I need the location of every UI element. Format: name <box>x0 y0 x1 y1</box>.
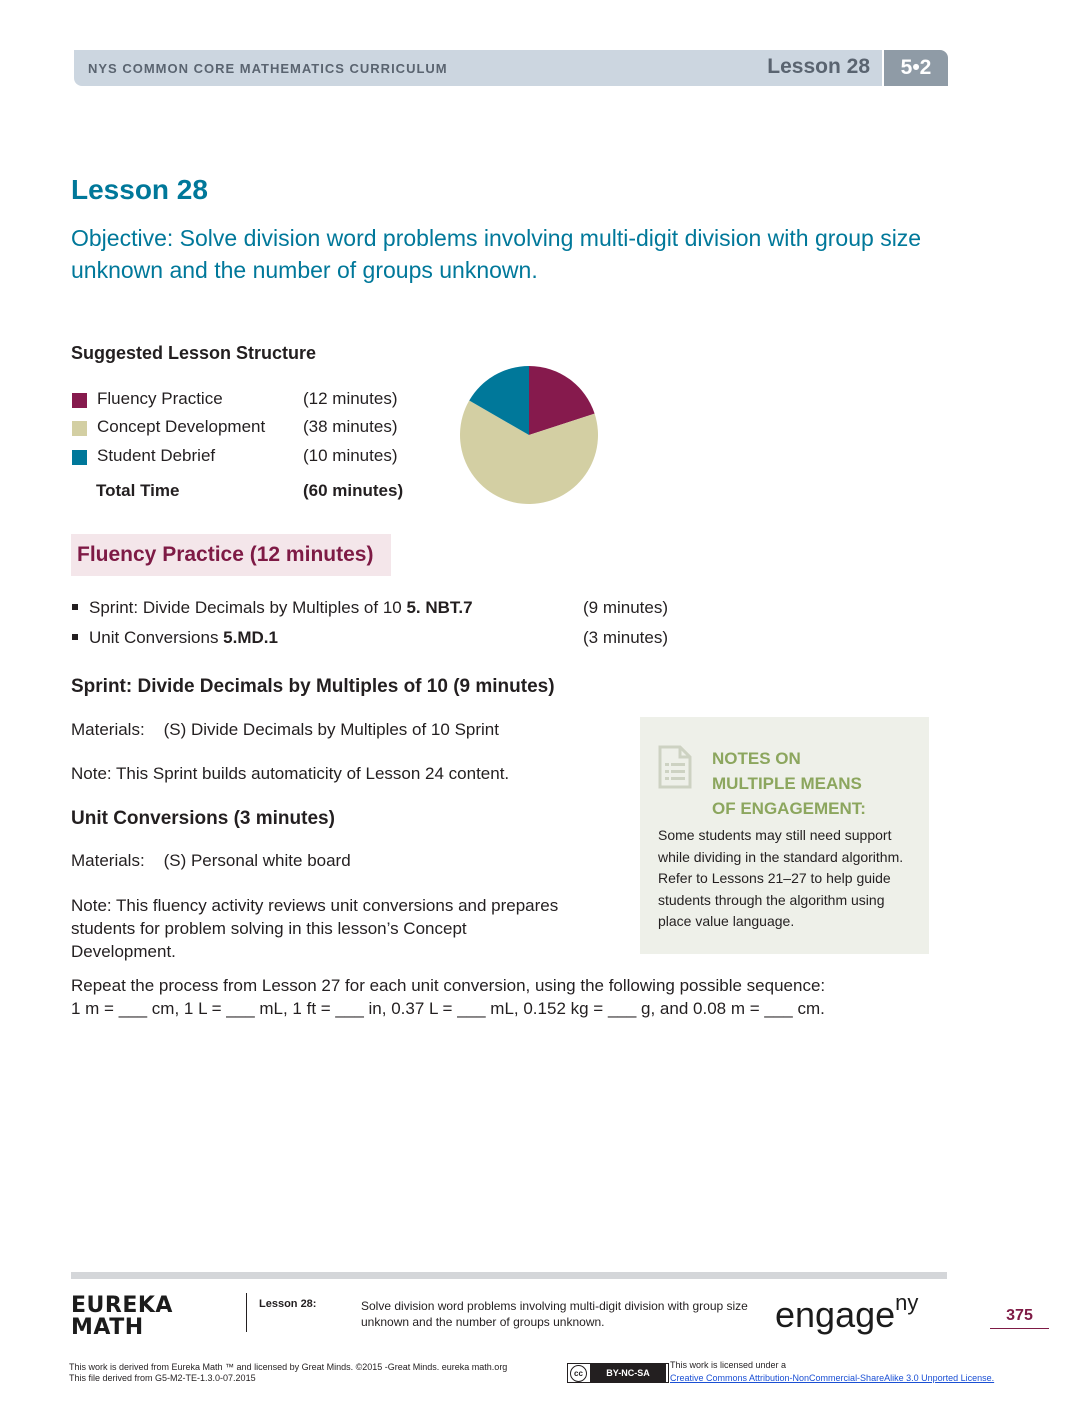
fluency-practice-banner <box>71 534 391 576</box>
sprint-note: Note: This Sprint builds automaticity of Lesson 24 content. <box>71 764 510 783</box>
total-time-label: Total Time <box>96 481 180 500</box>
footer-lesson-label: Lesson 28: <box>259 1298 317 1310</box>
fluency-practice-heading: Fluency Practice (12 minutes) <box>77 543 374 566</box>
eureka-math-logo <box>71 1295 173 1339</box>
bullet-minutes: (3 minutes) <box>583 628 669 647</box>
bullet-icon <box>72 604 78 610</box>
page-title: Lesson 28 <box>71 174 208 205</box>
standard-code: 5. NBT.7 <box>406 598 473 617</box>
footer-divider <box>246 1293 247 1332</box>
fluency-bullet-sprint <box>72 598 473 618</box>
sprint-materials: Materials: (S) Divide Decimals by Multiples of 10 Sprint <box>71 720 499 739</box>
legend-label: Fluency Practice <box>97 389 223 408</box>
footer-source <box>69 1362 507 1384</box>
ny-text: ny <box>895 1290 919 1315</box>
unit-conversions-repeat: Repeat the process from Lesson 27 for each unit conversion, using the following possible sequence: <box>71 976 826 995</box>
bullet-text: Sprint: Divide Decimals by Multiples of 10 <box>89 598 407 617</box>
source-line: This file derived from G5-M2-TE-1.3.0-07.2015 <box>69 1373 256 1383</box>
total-time-value: (60 minutes) <box>303 481 404 500</box>
legend-label: Concept Development <box>97 417 266 436</box>
lesson-structure-heading: Suggested Lesson Structure <box>71 343 317 363</box>
legend-minutes: (10 minutes) <box>303 446 398 465</box>
notes-title-line: OF ENGAGEMENT: <box>712 799 866 818</box>
legend-swatch <box>72 393 87 408</box>
license-link[interactable]: Creative Commons Attribution-NonCommercial-ShareAlike 3.0 Unported License. <box>670 1373 995 1383</box>
objective: Objective: Solve division word problems involving multi-digit division with group size unknown and the number of groups unknown. <box>71 225 922 283</box>
legend-label: Student Debrief <box>97 446 216 465</box>
header-bar <box>74 50 882 86</box>
legend-minutes: (38 minutes) <box>303 417 398 436</box>
cc-icon: cc <box>570 1365 587 1382</box>
legend-swatch <box>72 450 87 465</box>
lesson-structure-pie-chart <box>459 365 599 505</box>
fluency-bullet-unit-conversions <box>72 628 278 648</box>
bullet-text: Unit Conversions <box>89 628 224 647</box>
footer-description: Solve division word problems involving multi-digit division with group size unknown and the number of groups unknown. <box>361 1299 748 1329</box>
engage-text: engage <box>775 1294 896 1335</box>
license-text: This work is licensed under a <box>670 1360 787 1370</box>
notes-title <box>712 746 912 821</box>
sprint-heading: Sprint: Divide Decimals by Multiples of 10 (9 minutes) <box>71 676 555 697</box>
footer-rule <box>71 1272 947 1279</box>
curriculum-label: NYS COMMON CORE MATHEMATICS CURRICULUM <box>88 61 448 76</box>
notes-title-line: MULTIPLE MEANS <box>712 774 862 793</box>
header-lesson: Lesson 28 <box>767 55 870 78</box>
unit-conversions-materials: Materials: (S) Personal white board <box>71 851 351 870</box>
unit-conversions-note: Note: This fluency activity reviews unit conversions and prepares students for problem solving in this lesson’s Concept Development. <box>71 896 559 961</box>
grade-module-badge: 5•2 <box>884 50 948 86</box>
notes-title-line: NOTES ON <box>712 749 801 768</box>
logo-line: EUREKA <box>71 1293 173 1318</box>
standard-code: 5.MD.1 <box>223 628 278 647</box>
document-list-icon <box>658 745 692 789</box>
cc-license-badge[interactable] <box>567 1363 669 1383</box>
cc-label: BY-NC-SA <box>590 1364 666 1382</box>
notes-body: Some students may still need support while dividing in the standard algorithm. Refer to Lessons 21–27 to help guide students through the algorithm using place value language. <box>658 827 904 929</box>
source-line: This work is derived from Eureka Math ™ and licensed by Great Minds. ©2015 -Great Minds. eureka math.org <box>69 1362 508 1372</box>
bullet-icon <box>72 634 78 640</box>
notes-box <box>640 717 929 954</box>
unit-conversions-sequence: 1 m = ___ cm, 1 L = ___ mL, 1 ft = ___ in, 0.37 L = ___ mL, 0.152 kg = ___ g, and 0.08 m = ___ cm. <box>71 999 825 1018</box>
bullet-minutes: (9 minutes) <box>583 598 669 617</box>
legend-swatch <box>72 421 87 436</box>
page-number: 375 <box>990 1307 1049 1329</box>
logo-line: MATH <box>71 1315 144 1340</box>
unit-conversions-heading: Unit Conversions (3 minutes) <box>71 808 335 829</box>
engageny-logo <box>775 1290 919 1336</box>
legend-minutes: (12 minutes) <box>303 389 398 408</box>
